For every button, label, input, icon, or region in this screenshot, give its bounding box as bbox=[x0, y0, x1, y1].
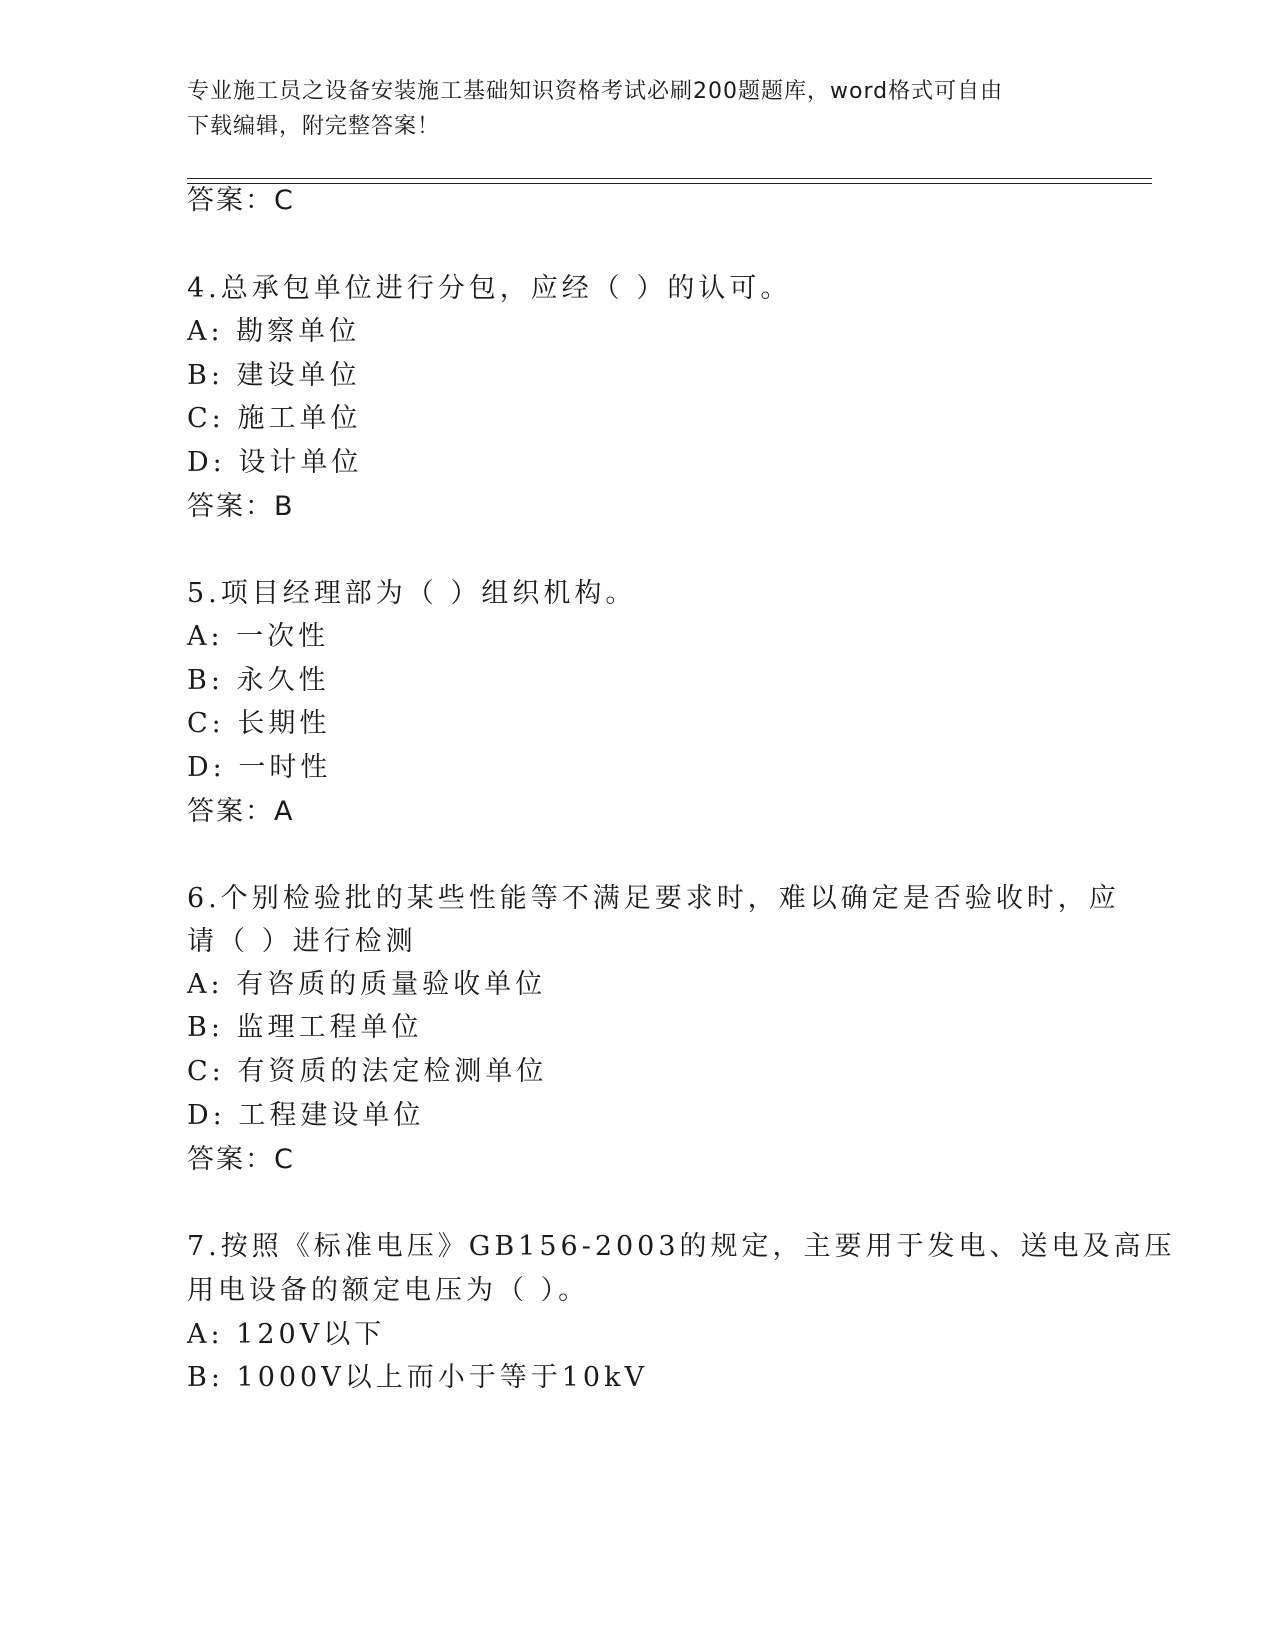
answer-previous: 答案：C bbox=[187, 185, 295, 216]
question-7-stem-line-1: 7.按照《标准电压》GB156-2003的规定，主要用于发电、送电及高压 bbox=[187, 1231, 1176, 1262]
question-5-option-c: C: 长期性 bbox=[187, 708, 331, 739]
question-4-option-b: B: 建设单位 bbox=[187, 360, 361, 391]
question-5-stem: 5.项目经理部为（ ）组织机构。 bbox=[187, 578, 637, 609]
question-5-option-b: B: 永久性 bbox=[187, 665, 330, 696]
question-7-stem-line-2: 用电设备的额定电压为（ ）。 bbox=[187, 1275, 590, 1306]
question-7-option-b: B: 1000V以上而小于等于10kV bbox=[187, 1362, 648, 1393]
question-4-stem: 4.总承包单位进行分包，应经（ ）的认可。 bbox=[187, 273, 792, 304]
question-6-stem-line-1: 6.个别检验批的某些性能等不满足要求时，难以确定是否验收时，应 bbox=[187, 883, 1120, 914]
question-7-option-a: A: 120V以下 bbox=[187, 1319, 386, 1350]
question-4-option-c: C: 施工单位 bbox=[187, 403, 362, 434]
document-header bbox=[187, 74, 1087, 144]
header-divider-top bbox=[187, 178, 1152, 179]
header-divider-bottom bbox=[187, 183, 1152, 184]
question-6-option-b: B: 监理工程单位 bbox=[187, 1012, 423, 1043]
question-5-option-d: D: 一时性 bbox=[187, 752, 332, 783]
question-5-option-a: A: 一次性 bbox=[187, 621, 330, 652]
question-6-stem-line-2: 请（ ）进行检测 bbox=[187, 926, 417, 957]
question-4-answer: 答案：B bbox=[187, 491, 295, 522]
question-6-answer: 答案：C bbox=[187, 1144, 295, 1175]
question-6-option-c: C: 有资质的法定检测单位 bbox=[187, 1056, 548, 1087]
question-5-answer: 答案：A bbox=[187, 796, 295, 827]
question-6-option-d: D: 工程建设单位 bbox=[187, 1100, 425, 1131]
question-4-option-a: A: 勘察单位 bbox=[187, 316, 361, 347]
header-title-line-1: 专业施工员之设备安装施工基础知识资格考试必刷200题题库，word格式可自由 bbox=[187, 79, 1004, 104]
question-4-option-d: D: 设计单位 bbox=[187, 447, 363, 478]
header-title-line-2: 下载编辑，附完整答案！ bbox=[187, 114, 441, 139]
question-6-option-a: A: 有咨质的质量验收单位 bbox=[187, 969, 547, 1000]
